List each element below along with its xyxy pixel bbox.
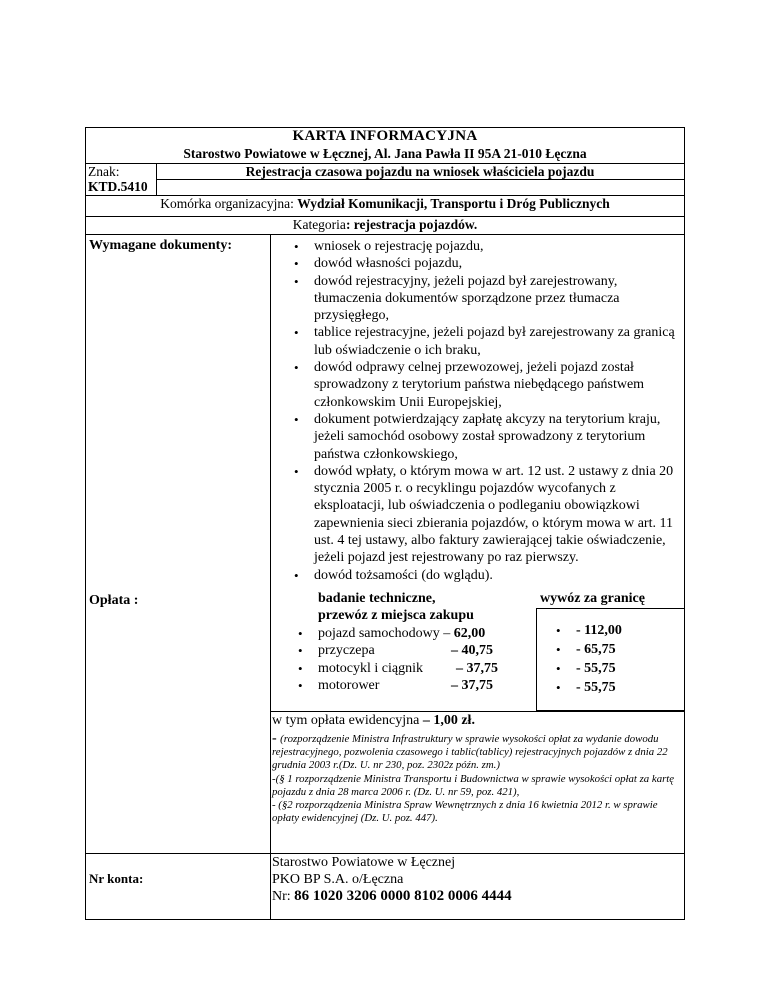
list-item bbox=[554, 640, 674, 659]
account-holder: Starostwo Powiatowe w Łęcznej bbox=[272, 855, 456, 870]
account-bank: PKO BP S.A. o/Łęczna bbox=[272, 872, 404, 887]
legal-dash: - bbox=[272, 731, 281, 746]
account-number-label: Nr: bbox=[272, 889, 295, 904]
sign-code: KTD.5410 bbox=[88, 179, 148, 194]
category-label: Kategoria bbox=[292, 217, 346, 232]
list-item bbox=[296, 642, 526, 659]
fee-item-amount: – 37,75 bbox=[456, 660, 498, 676]
fee-left-heading-2: przewóz z miejsca zakupu bbox=[318, 608, 474, 623]
list-item: • dowód tożsamości (do wglądu). bbox=[292, 567, 678, 584]
fee-item-name: motorower bbox=[318, 677, 380, 693]
unit-name: Wydział Komunikacji, Transportu i Dróg Publicznych bbox=[297, 196, 610, 211]
fee-item-amount: - 55,75 bbox=[576, 661, 616, 676]
fee-item-amount: 62,00 bbox=[453, 626, 486, 641]
list-item: • dowód odprawy celnej przewozowej, jeżeli pojazd został sprowadzony z terytorium państwa niebędącego państwem członkowskim Unii Europejskiej, bbox=[292, 359, 678, 411]
account-number-row bbox=[272, 888, 512, 905]
legal-basis bbox=[272, 732, 682, 825]
fee-list-export bbox=[554, 621, 674, 697]
list-item: • tablice rejestracyjne, jeżeli pojazd był zarejestrowany za granicą lub oświadczenie o ich braku, bbox=[292, 324, 678, 359]
documents-label: Wymagane dokumenty: bbox=[89, 238, 232, 253]
list-item: • dokument potwierdzający zapłatę akcyzy na terytorium kraju, jeżeli samochód osobowy został sprowadzony z terytorium państwa członkowskiego, bbox=[292, 411, 678, 463]
account-number: 86 1020 3206 0000 8102 0006 4444 bbox=[294, 888, 512, 904]
legal-basis-2: -(§ 1 rozporządzenie Ministra Transportu i Budownictwa w sprawie wysokości opłat za kartę pojazdu z dnia 28 marca 2006 r. (Dz. U. nr 59, poz. 421), bbox=[272, 772, 675, 798]
list-item: • wniosek o rejestrację pojazdu, bbox=[292, 238, 678, 255]
fee-item-amount: - 112,00 bbox=[576, 623, 622, 638]
fee-item-amount: - 65,75 bbox=[576, 642, 616, 657]
unit-label: Komórka organizacyjna: bbox=[160, 196, 298, 211]
legal-text: (rozporządzenie Ministra Infrastruktury w sprawie wysokości opłat za wydanie dowodu rejestracyjnego, pozwolenia czasowego i tablic(tablicy) rejestracyjnych pojazdów z dnia 22 grudnia 2003 r.(Dz. U. nr 230, poz. 2302z późn. zm.) bbox=[272, 733, 668, 772]
procedure-name: Rejestracja czasowa pojazdu na wniosek właściciela pojazdu bbox=[245, 164, 595, 179]
fee-left-heading-1: badanie techniczne, bbox=[318, 591, 436, 606]
documents-list bbox=[292, 238, 678, 584]
list-item bbox=[554, 678, 674, 697]
fee-item-name: pojazd samochodowy – bbox=[318, 626, 454, 641]
organizational-unit bbox=[86, 196, 684, 212]
fee-item-name: przyczepa bbox=[318, 643, 375, 659]
account-label: Nr konta: bbox=[89, 871, 144, 886]
divider bbox=[85, 234, 685, 235]
category-value: : rejestracja pojazdów. bbox=[345, 217, 478, 232]
legal-basis-1 bbox=[272, 732, 682, 773]
office-address: Starostwo Powiatowe w Łęcznej, Al. Jana Pawła II 95A 21-010 Łęczna bbox=[183, 146, 587, 161]
list-item bbox=[296, 660, 526, 677]
evidence-fee-label: w tym opłata ewidencyjna bbox=[272, 713, 423, 728]
fee-item-amount: – 37,75 bbox=[451, 677, 493, 693]
list-item: • dowód wpłaty, o którym mowa w art. 12 ust. 2 ustawy z dnia 20 stycznia 2005 r. o recyklingu pojazdów wycofanych z eksploatacji, lub oświadczenia o podleganiu obowiązkowi zapewnienia sieci zbierania pojazdów, o którym mowa w art. 11 ust. 4 tej ustawy, albo faktury zawierającej takie oświadczenie, jeżeli pojazd jest rejestrowany po raz pierwszy. bbox=[292, 463, 678, 567]
fee-right-heading: wywóz za granicę bbox=[540, 591, 645, 606]
category bbox=[86, 217, 684, 233]
divider bbox=[270, 711, 685, 712]
list-item bbox=[296, 677, 526, 694]
sign-label: Znak: bbox=[88, 164, 120, 179]
fee-item-amount: - 55,75 bbox=[576, 680, 616, 695]
list-item: • dowód własności pojazdu, bbox=[292, 255, 678, 272]
divider bbox=[85, 853, 685, 854]
fee-item-name: motocykl i ciągnik bbox=[318, 660, 423, 676]
fee-label: Opłata : bbox=[89, 593, 139, 608]
fee-list-domestic bbox=[296, 625, 526, 694]
list-item bbox=[296, 625, 526, 642]
card-title: KARTA INFORMACYJNA bbox=[292, 128, 478, 144]
divider bbox=[156, 179, 685, 180]
list-item bbox=[554, 621, 674, 640]
evidence-fee bbox=[272, 713, 475, 729]
legal-basis-3: - (§2 rozporządzenia Ministra Spraw Wewnętrznych z dnia 16 kwietnia 2012 r. w sprawie opłaty ewidencyjnej (Dz. U. poz. 447). bbox=[272, 799, 658, 825]
list-item: • dowód rejestracyjny, jeżeli pojazd był zarejestrowany, tłumaczenia dokumentów sporządzone przez tłumacza przysięgłego, bbox=[292, 273, 678, 325]
fee-item-amount: – 40,75 bbox=[451, 643, 493, 659]
divider bbox=[270, 234, 271, 920]
evidence-fee-amount: – 1,00 zł. bbox=[422, 713, 475, 728]
list-item bbox=[554, 659, 674, 678]
